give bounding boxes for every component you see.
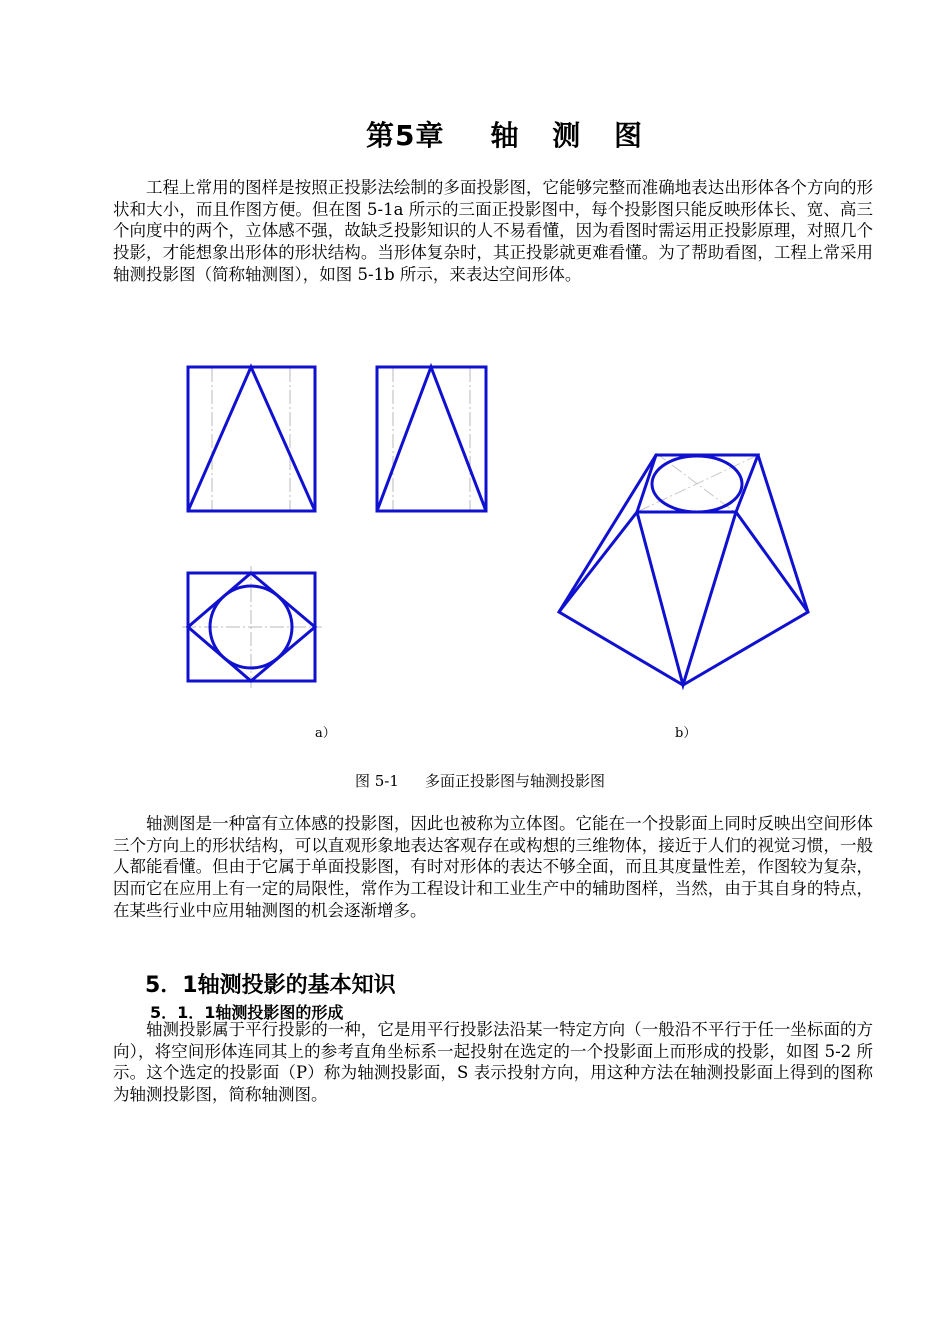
axo-right-edge	[736, 512, 808, 612]
axo-front-edges	[637, 512, 736, 685]
front-view-triangle	[188, 367, 315, 511]
chapter-number: 第5章	[366, 119, 445, 152]
side-view	[377, 367, 486, 511]
figure-caption	[355, 770, 605, 791]
intro-paragraph: 工程上常用的图样是按照正投影法绘制的多面投影图，它能够完整而准确地表达出形体各个方向的形状和大小，而且作图方便。但在图 5-1a 所示的三面正投影图中，每个投影图只能反映形体长、宽、高三个向度中的两个，立体感不强，故缺乏投影知识的人不易看懂，因为看图时需运用正投影原理，对照几个投影，才能想象出形体的形状结构。当形体复杂时，其正投影就更难看懂。为了帮助看图，工程上常采用轴测投影图（简称轴测图），如图 5-1b 所示，来表达空间形体。	[113, 178, 873, 284]
axo-outline	[559, 455, 808, 685]
figure-caption-text: 多面正投影图与轴测投影图	[424, 772, 605, 790]
front-view-rect	[188, 367, 315, 511]
second-paragraph: 轴测图是一种富有立体感的投影图，因此也被称为立体图。它能在一个投影面上同时反映出空间形体三个方向上的形状结构，可以直观形象地表达客观存在或构想的三维物体，接近于人们的视觉习惯，一般人都能看懂。但由于它属于单面投影图，有时对形体的表达不够全面，而且其度量性差，作图较为复杂，因而它在应用上有一定的局限性，常作为工程设计和工业生产中的辅助图样，当然，由于其自身的特点，在某些行业中应用轴测图的机会逐渐增多。	[113, 814, 873, 920]
chapter-name: 轴 测 图	[490, 119, 654, 152]
section-paragraph-block	[113, 1019, 873, 1106]
front-view	[188, 367, 315, 511]
section-paragraph: 轴测投影属于平行投影的一种，它是用平行投影法沿某一特定方向（一般沿不平行于任一坐标面的方向），将空间形体连同其上的参考直角坐标系一起投射在选定的一个投影面上而形成的投影，如图 5-2 所示。这个选定的投影面（P）称为轴测投影面，S 表示投射方向，用这种方法在轴测投影面上得到的图称为轴测投影图，简称轴测图。	[113, 1020, 873, 1105]
figure-caption-number: 图 5-1	[355, 772, 399, 790]
figure-label-b: b）	[675, 726, 697, 741]
subsection-heading: 5．1．1轴测投影图的形成	[150, 1003, 344, 1022]
second-paragraph-block	[113, 813, 873, 922]
axonometric-view	[559, 453, 808, 685]
top-view	[182, 566, 322, 688]
figure-label-a: a）	[315, 726, 336, 741]
section-heading: 5．1轴测投影的基本知识	[145, 973, 396, 998]
axo-left-edge	[559, 512, 637, 612]
